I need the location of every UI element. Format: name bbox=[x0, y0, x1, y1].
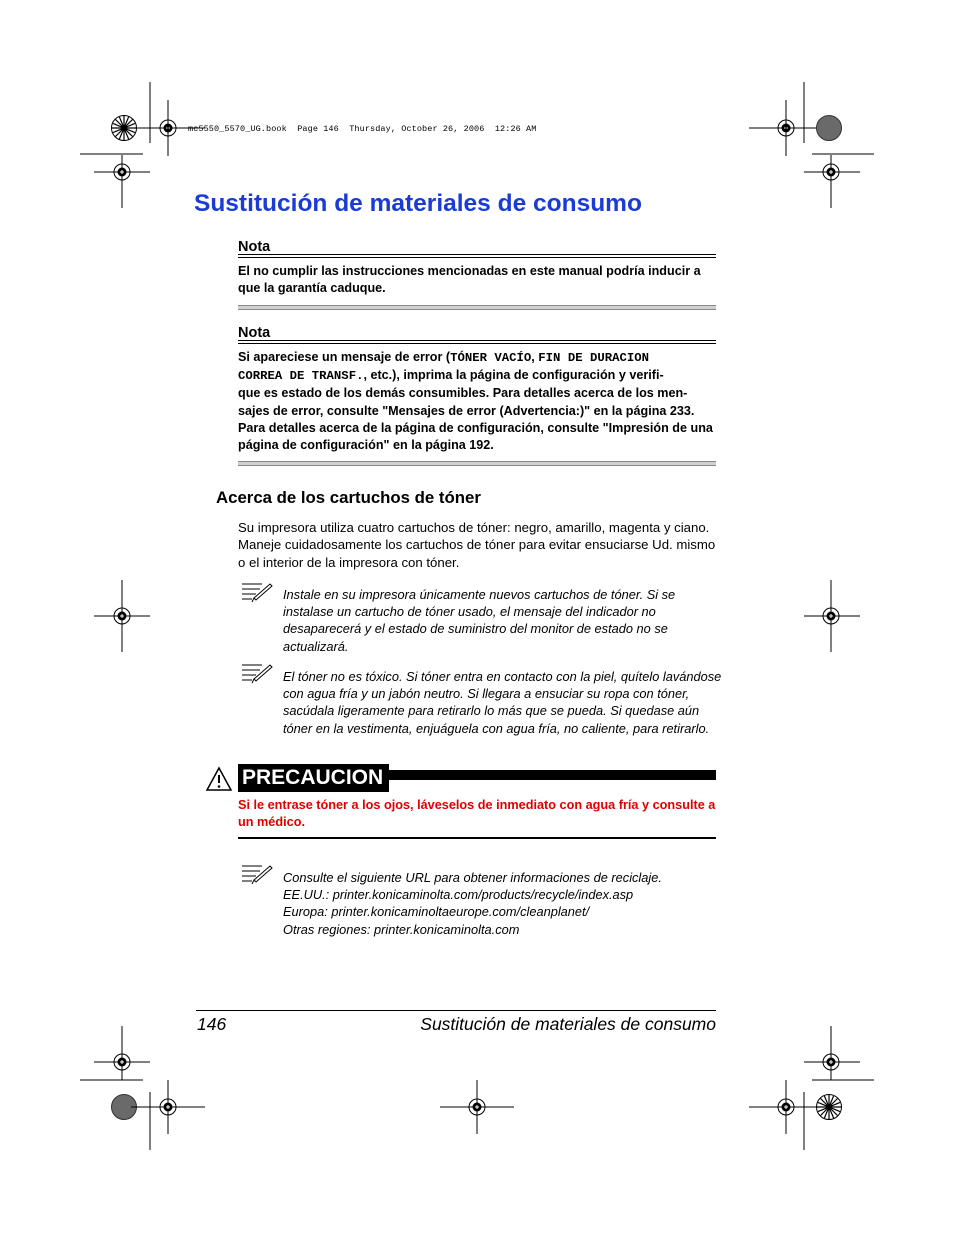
warning-triangle-icon bbox=[205, 766, 233, 792]
memo-pencil-icon bbox=[240, 862, 274, 884]
error-code-end-of-life: FIN DE DURACION bbox=[538, 351, 649, 365]
recycling-url-other: Otras regiones: printer.konicaminolta.com bbox=[283, 921, 520, 937]
note-text-rest: que es estado de los demás consumibles. Para detalles acerca de los men-sajes de error, consulte "Mensajes de error (Advertencia:)" en la página 233. Para detalles acerca de la página de configuración, consulte "Impresión de una página de configuración" en la página 192. bbox=[238, 386, 713, 453]
memo-new-cartridges: Instale en su impresora únicamente nuevos cartuchos de tóner. Si se instalase un cartucho de tóner usado, el mensaje del indicador no desaparecerá y el estado de suministro del monitor de estado no se actualizará. bbox=[283, 587, 676, 654]
page-title: Sustitución de materiales de consumo bbox=[194, 190, 642, 217]
footer-rule bbox=[196, 1010, 716, 1011]
note-box-error-messages bbox=[238, 324, 716, 466]
note-text: El no cumplir las instrucciones mencionadas en este manual podría inducir a que la garantía caduque. bbox=[238, 264, 701, 296]
error-code-transfer-belt: CORREA DE TRANSF. bbox=[238, 369, 364, 384]
intro-paragraph: Su impresora utiliza cuatro cartuchos de tóner: negro, amarillo, magenta y ciano. Maneje cuidadosamente los cartuchos de tóner para evitar ensuciarse Ud. mismo o el interior de la impresora con tóner. bbox=[238, 520, 716, 570]
running-footer-title: Sustitución de materiales de consumo bbox=[420, 1014, 716, 1034]
caution-bottom-rule bbox=[238, 837, 716, 839]
memo-pencil-icon bbox=[240, 580, 274, 602]
page-number: 146 bbox=[197, 1014, 227, 1034]
recycling-intro: Consulte el siguiente URL para obtener informaciones de reciclaje. bbox=[283, 870, 662, 885]
section-heading: Acerca de los cartuchos de tóner bbox=[216, 488, 481, 507]
note-label: Nota bbox=[238, 239, 271, 255]
memo-recycling bbox=[283, 869, 723, 938]
note-bottom-rule bbox=[238, 305, 716, 310]
note-text-separator: , bbox=[531, 350, 539, 364]
book-file-info: mc5550_5570_UG.book Page 146 Thursday, October 26, 2006 12:26 AM bbox=[188, 124, 537, 134]
note-top-rule bbox=[238, 254, 716, 258]
caution-label: PRECAUCION bbox=[238, 764, 389, 792]
note-box-warranty bbox=[238, 238, 716, 310]
note-text-continued: , etc.), imprima la página de configuración y verifi- bbox=[363, 368, 664, 383]
memo-toner-not-toxic: El tóner no es tóxico. Si tóner entra en contacto con la piel, quítelo lavándose con agua fría y un jabón neutro. Si llegara a ensuciar su ropa con tóner, sacúdala ligeramente para retirarlo lo más que se pueda. Si quedase aún tóner en la vestimenta, enjuáguela con agua fría, no caliente, para retirarlo. bbox=[283, 669, 722, 736]
note-text-lead: Si apareciese un mensaje de error ( bbox=[238, 350, 451, 364]
error-code-toner-empty: TÓNER VACÍO bbox=[450, 351, 532, 365]
caution-text: Si le entrase tóner a los ojos, láveselos de inmediato con agua fría y consulte a un médico. bbox=[238, 798, 716, 830]
memo-pencil-icon bbox=[240, 661, 274, 683]
note-label: Nota bbox=[238, 325, 271, 341]
note-bottom-rule bbox=[238, 461, 716, 466]
recycling-url-europe: Europa: printer.konicaminoltaeurope.com/cleanplanet/ bbox=[283, 904, 590, 920]
note-top-rule bbox=[238, 340, 716, 344]
recycling-url-us: EE.UU.: printer.konicaminolta.com/products/recycle/index.asp bbox=[283, 887, 634, 903]
note-text bbox=[238, 349, 716, 454]
